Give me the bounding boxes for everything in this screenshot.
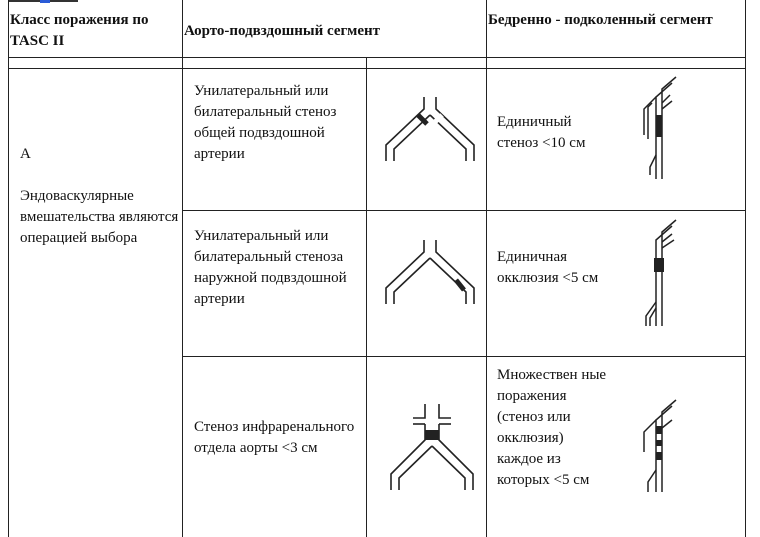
header-class: Класс поражения по TASC II — [10, 12, 149, 49]
class-letter: A — [20, 146, 31, 162]
femoral-text-2: Единичная окклюзия <5 см — [497, 249, 599, 286]
col-divider-2 — [366, 58, 367, 537]
aorto-text-3: Стеноз инфраренального отдела аорты <3 см — [194, 419, 355, 456]
header-aorto: Аорто-подвздошный сегмент — [184, 23, 381, 39]
femoral-text-1: Единичный стеноз <10 см — [497, 114, 586, 151]
aorto-iliac-diagram-2 — [380, 238, 480, 308]
table-top-border — [8, 68, 746, 69]
col-divider-3 — [486, 0, 487, 537]
col-divider-1 — [182, 0, 183, 537]
femoral-diagram-1 — [632, 75, 682, 185]
aorto-iliac-diagram-1 — [380, 95, 480, 165]
femoral-diagram-3 — [632, 398, 682, 498]
col-divider-left — [8, 0, 9, 537]
row-divider-1 — [182, 210, 746, 211]
infrarenal-aorta-diagram — [385, 400, 480, 495]
femoral-text-3: Множествен ные поражения (стеноз или окклюзия) каждое из которых <5 см — [497, 367, 607, 488]
femoral-diagram-2 — [632, 218, 682, 333]
col-divider-right — [745, 0, 746, 537]
cropped-top-link-mark — [40, 0, 50, 3]
header-bottom-border — [8, 57, 746, 58]
class-description: Эндоваскулярные вмешательства являются операцией выбора — [20, 188, 179, 246]
aorto-text-2: Унилатеральный или билатеральный стеноза наружной подвздошной артерии — [194, 228, 347, 307]
header-femoral: Бедренно - подколенный сегмент — [488, 12, 713, 28]
row-divider-2 — [182, 356, 746, 357]
aorto-text-1: Унилатеральный или билатеральный стеноз общей подвздошной артерии — [194, 83, 337, 162]
